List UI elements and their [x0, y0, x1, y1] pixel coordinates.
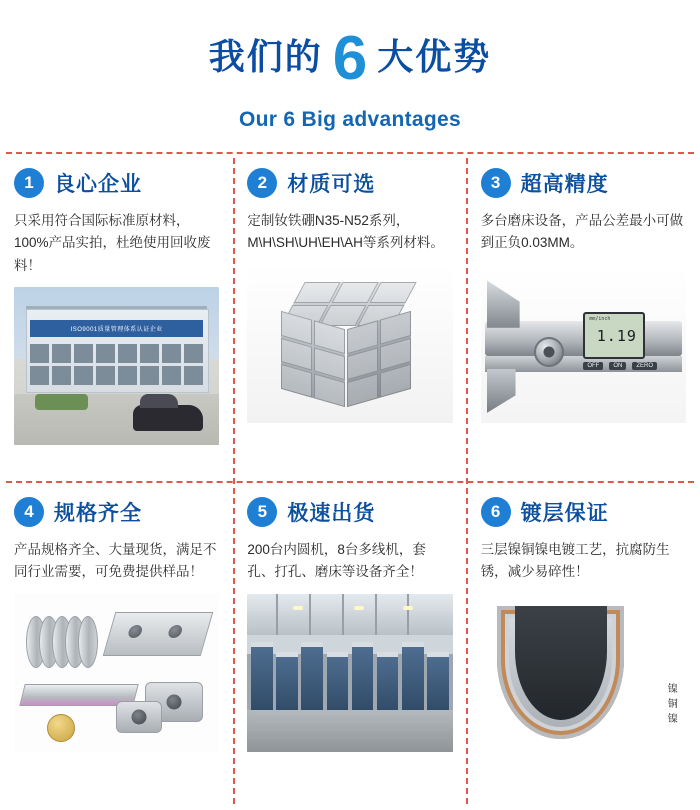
disc-magnet-stack — [26, 616, 104, 668]
advantage-6-number-badge: 6 — [481, 497, 511, 527]
magnet-cube-photo — [247, 265, 452, 423]
advantage-card-5 — [233, 481, 466, 810]
layer-label-nickel-outer: 镍 — [667, 684, 678, 695]
workshop-machines-photo — [247, 594, 452, 752]
factory-building-photo — [14, 287, 219, 445]
advantage-1-title: 良心企业 — [54, 173, 142, 196]
title-prefix: 我们的 — [208, 36, 323, 77]
page-title — [0, 24, 700, 93]
workshop-light-1 — [293, 606, 303, 610]
factory-windows — [30, 344, 202, 385]
layer-label-nickel-inner: 镍 — [667, 714, 678, 725]
page-header — [0, 0, 700, 132]
coating-layers-diagram — [481, 594, 686, 752]
advantage-5-number-badge: 5 — [247, 497, 277, 527]
magnet-core — [515, 606, 607, 720]
advantages-grid — [0, 152, 700, 810]
advantage-2-title: 材质可选 — [287, 173, 376, 196]
advantage-5-header — [247, 497, 452, 527]
advantage-3-number-badge: 3 — [481, 168, 511, 198]
caliper-display — [583, 312, 645, 359]
advantage-2-description: 定制钕铁硼N35-N52系列，M\H\SH\UH\EH\AH等系列材料。 — [247, 213, 444, 251]
page-subtitle: Our 6 Big advantages — [239, 108, 461, 131]
layer-label-copper: 铜 — [667, 699, 678, 710]
advantage-3-title: 超高精度 — [520, 173, 609, 196]
caliper-lower-jaw — [487, 369, 516, 413]
advantage-1-description: 只采用符合国际标准原材料，100%产品实拍，杜绝使用回收废料！ — [14, 213, 211, 273]
scale-coin — [47, 714, 75, 742]
coating-layer-labels — [668, 682, 678, 727]
factory-car — [133, 405, 203, 430]
caliper-reading-value: 1.19 — [596, 326, 637, 345]
coating-shell — [497, 606, 624, 739]
advantage-card-1 — [0, 152, 233, 481]
advantage-4-header — [14, 497, 219, 527]
countersunk-plate-magnet — [103, 612, 214, 656]
ring-magnet-small — [116, 701, 162, 733]
advantage-1-header — [14, 168, 219, 198]
advantage-card-2 — [233, 152, 466, 481]
advantage-3-description: 多台磨床设备，产品公差最小可做到正负0.03MM。 — [480, 213, 684, 251]
advantage-card-4 — [0, 481, 233, 810]
advantage-card-3 — [467, 152, 700, 481]
advantage-4-number-badge: 4 — [14, 497, 44, 527]
factory-sign-text: ISO9001质量管理体系认证企业 — [30, 320, 202, 337]
advantage-5-title: 极速出货 — [287, 502, 376, 525]
workshop-light-2 — [354, 606, 364, 610]
advantage-6-description: 三层镍铜镍电镀工艺，抗腐防生锈，减少易碎性！ — [480, 542, 670, 580]
advantage-4-description: 产品规格齐全、大量现货，满足不同行业需要，可免费提供样品！ — [14, 542, 217, 580]
advantage-2-header — [247, 168, 452, 198]
workshop-light-3 — [403, 606, 413, 610]
advantage-3-header — [481, 168, 686, 198]
caliper-unit-label: mm/inch — [589, 315, 611, 322]
workshop-floor — [247, 710, 452, 751]
workshop-machine-row — [247, 641, 452, 714]
workshop-ceiling — [247, 594, 452, 635]
caliper-button-on: ON — [609, 362, 626, 370]
magnet-shapes-photo — [14, 594, 219, 752]
title-suffix: 大优势 — [377, 36, 492, 77]
advantage-4-title: 规格齐全 — [54, 502, 142, 525]
caliper-buttons — [583, 362, 653, 370]
factory-shrub — [35, 394, 88, 410]
advantage-6-header — [481, 497, 686, 527]
caliper-button-zero: ZERO — [632, 362, 657, 370]
advantage-card-6 — [467, 481, 700, 810]
advantage-1-number-badge: 1 — [14, 168, 44, 198]
advantage-6-title: 镀层保证 — [520, 502, 609, 525]
advantage-5-description: 200台内圆机，8台多线机，套孔、打孔、磨床等设备齐全！ — [247, 542, 426, 580]
digital-caliper-photo — [481, 265, 686, 423]
caliper-button-off: OFF — [583, 362, 603, 370]
magnet-cube — [275, 282, 425, 412]
title-number: 6 — [332, 24, 368, 93]
caliper-upper-jaw — [487, 280, 520, 327]
advantage-2-number-badge: 2 — [247, 168, 277, 198]
